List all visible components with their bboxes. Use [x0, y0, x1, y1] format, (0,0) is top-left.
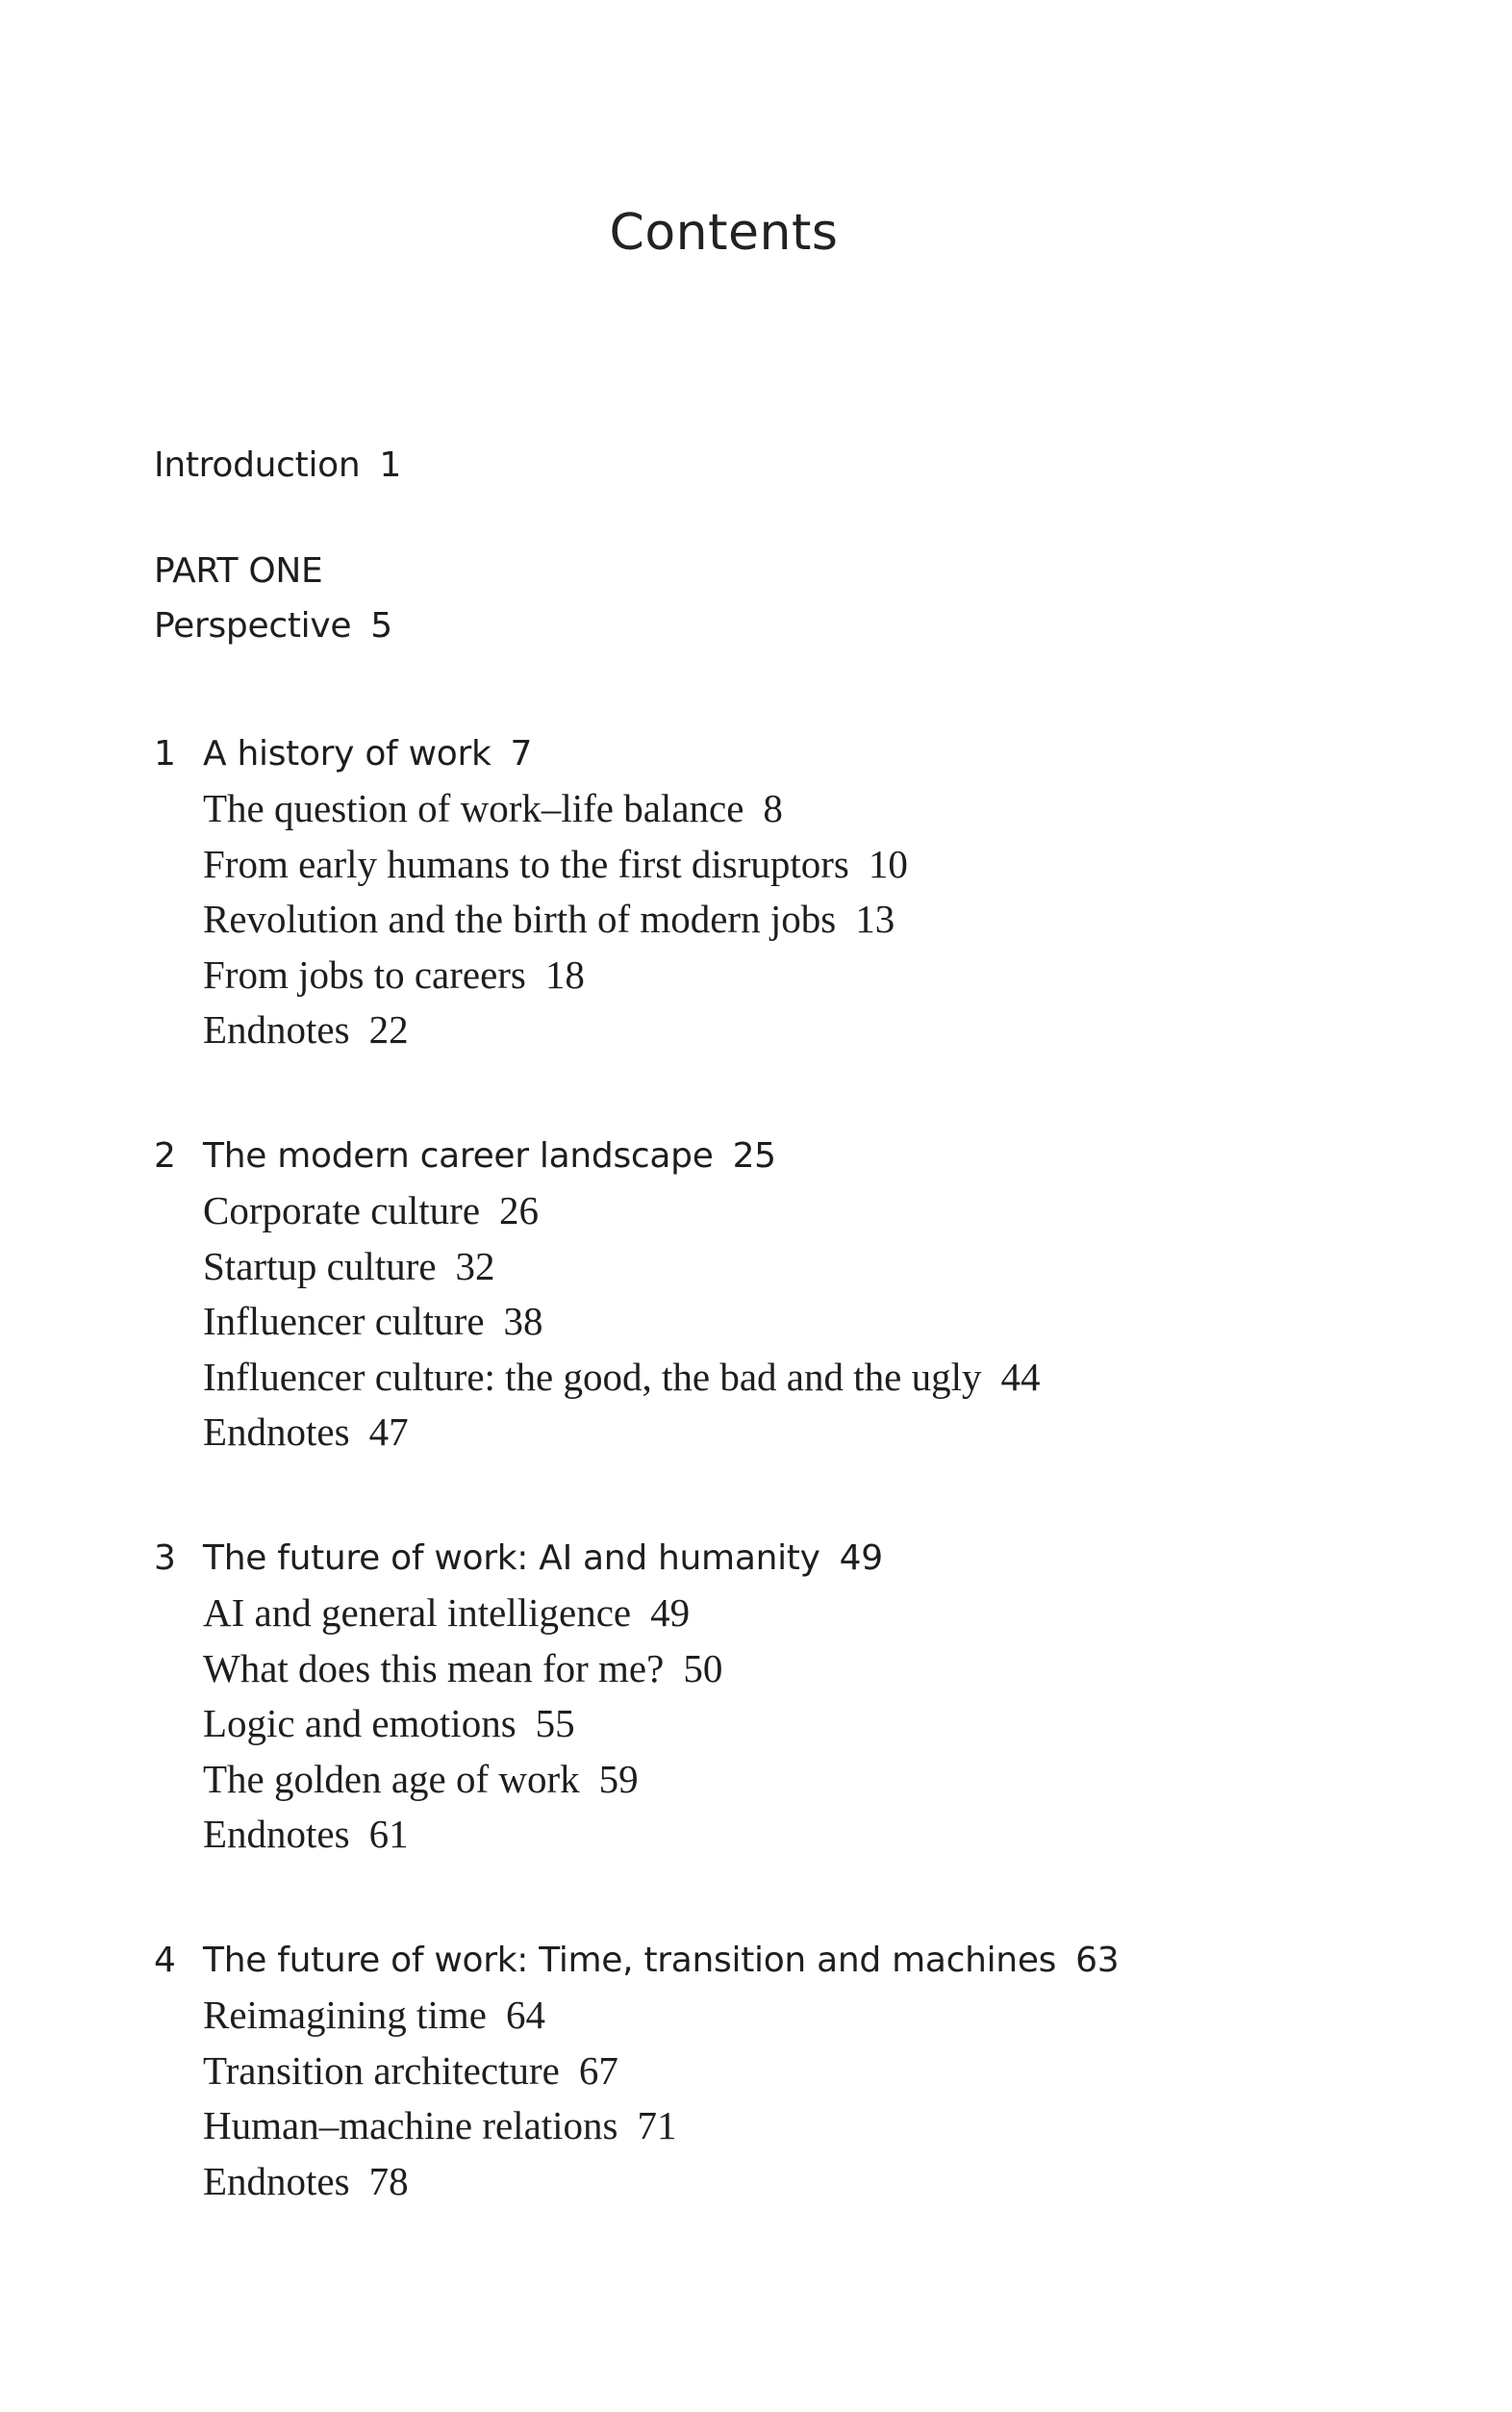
chapter-title: The future of work: Time, transition and machines [203, 1940, 1057, 1980]
page-number: 13 [855, 897, 895, 941]
section-title: From jobs to careers [203, 952, 526, 997]
chapter-title: A history of work [203, 733, 491, 774]
toc-section[interactable] [154, 1752, 1404, 1808]
page-number: 55 [535, 1701, 575, 1745]
chapter-number: 1 [154, 733, 176, 774]
toc-section[interactable] [154, 1350, 1404, 1406]
section-title: Revolution and the birth of modern jobs [203, 897, 837, 941]
toc-section[interactable] [154, 2154, 1404, 2210]
toc-section[interactable] [154, 781, 1404, 837]
toc-section[interactable] [154, 1239, 1404, 1295]
page-number: 1 [379, 445, 402, 485]
chapter-block [154, 1129, 1404, 1460]
page-number: 8 [763, 786, 783, 830]
toc-chapter[interactable] [154, 1129, 1404, 1184]
toc-part-title[interactable] [154, 598, 1404, 654]
section-title: AI and general intelligence [203, 1590, 632, 1635]
chapter-title: The modern career landscape [203, 1135, 714, 1176]
section-title: The question of work–life balance [203, 786, 744, 830]
page-number: 38 [503, 1299, 543, 1343]
chapter-title: The future of work: AI and humanity [203, 1537, 820, 1578]
section-title: Startup culture [203, 1243, 437, 1288]
toc-section[interactable] [154, 1988, 1404, 2044]
toc-introduction[interactable] [154, 438, 1404, 494]
toc-chapter[interactable] [154, 1933, 1404, 1989]
toc-section[interactable] [154, 1641, 1404, 1697]
toc-section[interactable] [154, 1807, 1404, 1863]
page-number: 71 [637, 2103, 677, 2147]
table-of-contents [154, 438, 1404, 2209]
toc-chapter[interactable] [154, 726, 1404, 782]
section-title: Influencer culture [203, 1299, 485, 1343]
chapter-number: 3 [154, 1537, 176, 1578]
toc-section[interactable] [154, 1405, 1404, 1460]
section-title: Endnotes [203, 1409, 350, 1454]
page-number: 32 [455, 1243, 495, 1288]
page-title: Contents [609, 204, 839, 262]
section-title: Transition architecture [203, 2047, 560, 2093]
page-number: 63 [1075, 1940, 1120, 1980]
page-number: 5 [370, 606, 392, 646]
page-number: 61 [368, 1812, 409, 1856]
toc-section[interactable] [154, 892, 1404, 948]
section-title: Endnotes [203, 1007, 350, 1052]
toc-section[interactable] [154, 948, 1404, 1003]
entry-title: Introduction [154, 445, 361, 485]
section-title: Endnotes [203, 2158, 350, 2203]
section-title: Human–machine relations [203, 2103, 618, 2147]
page-number: 50 [683, 1645, 723, 1690]
toc-section[interactable] [154, 2044, 1404, 2099]
chapter-block [154, 726, 1404, 1058]
section-title: Reimagining time [203, 1993, 487, 2037]
toc-section[interactable] [154, 1003, 1404, 1058]
section-title: The golden age of work [203, 1756, 580, 1801]
toc-chapter[interactable] [154, 1531, 1404, 1587]
toc-section[interactable] [154, 2098, 1404, 2154]
toc-section[interactable] [154, 1183, 1404, 1239]
page-number: 25 [732, 1135, 776, 1176]
page-number: 10 [868, 841, 908, 886]
toc-section[interactable] [154, 1294, 1404, 1350]
page-number: 22 [368, 1007, 409, 1052]
chapter-block [154, 1933, 1404, 2210]
page-number: 78 [368, 2158, 409, 2203]
chapter-block [154, 1531, 1404, 1863]
toc-section[interactable] [154, 837, 1404, 893]
section-title: From early humans to the first disruptors [203, 841, 849, 886]
section-title: Corporate culture [203, 1188, 481, 1232]
section-title: What does this mean for me? [203, 1645, 665, 1690]
toc-section[interactable] [154, 1586, 1404, 1641]
toc-section[interactable] [154, 1696, 1404, 1752]
page-number: 18 [544, 952, 585, 997]
part-label: PART ONE [154, 550, 323, 591]
page-number: 67 [578, 2047, 618, 2093]
page-number: 44 [1000, 1354, 1041, 1399]
section-title: Endnotes [203, 1812, 350, 1856]
page-number: 64 [505, 1993, 545, 2037]
page-number: 49 [650, 1590, 691, 1635]
entry-title: Perspective [154, 606, 352, 646]
page-number: 7 [510, 733, 533, 774]
section-title: Influencer culture: the good, the bad and the ugly [203, 1354, 982, 1399]
chapter-number: 2 [154, 1135, 176, 1176]
page-number: 49 [839, 1537, 883, 1578]
page-number: 59 [598, 1756, 639, 1801]
page-number: 47 [368, 1409, 409, 1454]
section-title: Logic and emotions [203, 1701, 517, 1745]
chapter-number: 4 [154, 1940, 176, 1980]
page-number: 26 [499, 1188, 540, 1232]
